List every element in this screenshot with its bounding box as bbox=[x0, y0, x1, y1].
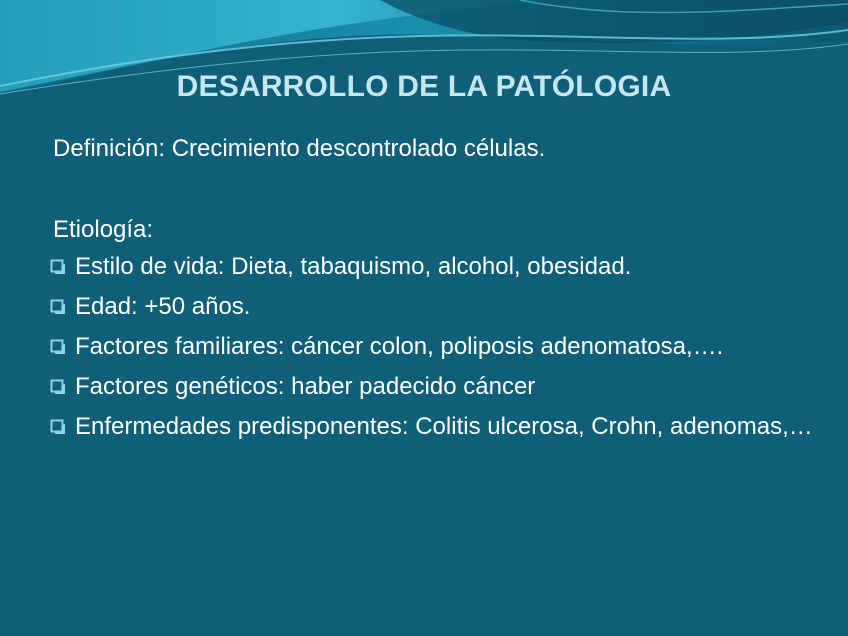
list-item bbox=[48, 332, 818, 361]
list-item-text: Edad: +50 años. bbox=[75, 293, 251, 320]
definition-text: Definición: Crecimiento descontrolado células. bbox=[53, 135, 546, 162]
list-item-text: Factores genéticos: haber padecido cáncer bbox=[75, 373, 536, 400]
list-item-text: Enfermedades predisponentes: Colitis ulcerosa, Crohn, adenomas,… bbox=[75, 413, 813, 440]
slide-content bbox=[53, 134, 823, 452]
list-item bbox=[48, 292, 818, 321]
list-item bbox=[48, 372, 818, 401]
hollow-square-bullet-icon bbox=[50, 339, 66, 355]
list-item bbox=[48, 252, 818, 281]
hollow-square-bullet-icon bbox=[50, 419, 66, 435]
list-item bbox=[48, 412, 818, 441]
slide-title: DESARROLLO DE LA PATÓLOGIA bbox=[176, 70, 672, 103]
hollow-square-bullet-icon bbox=[50, 299, 66, 315]
etiologia-label: Etiología: bbox=[53, 216, 154, 243]
list-item-text: Factores familiares: cáncer colon, poliposis adenomatosa,…. bbox=[75, 333, 724, 360]
hollow-square-bullet-icon bbox=[50, 379, 66, 395]
etiologia-list bbox=[48, 252, 818, 441]
hollow-square-bullet-icon bbox=[50, 259, 66, 275]
list-item-text: Estilo de vida: Dieta, tabaquismo, alcohol, obesidad. bbox=[75, 253, 632, 280]
